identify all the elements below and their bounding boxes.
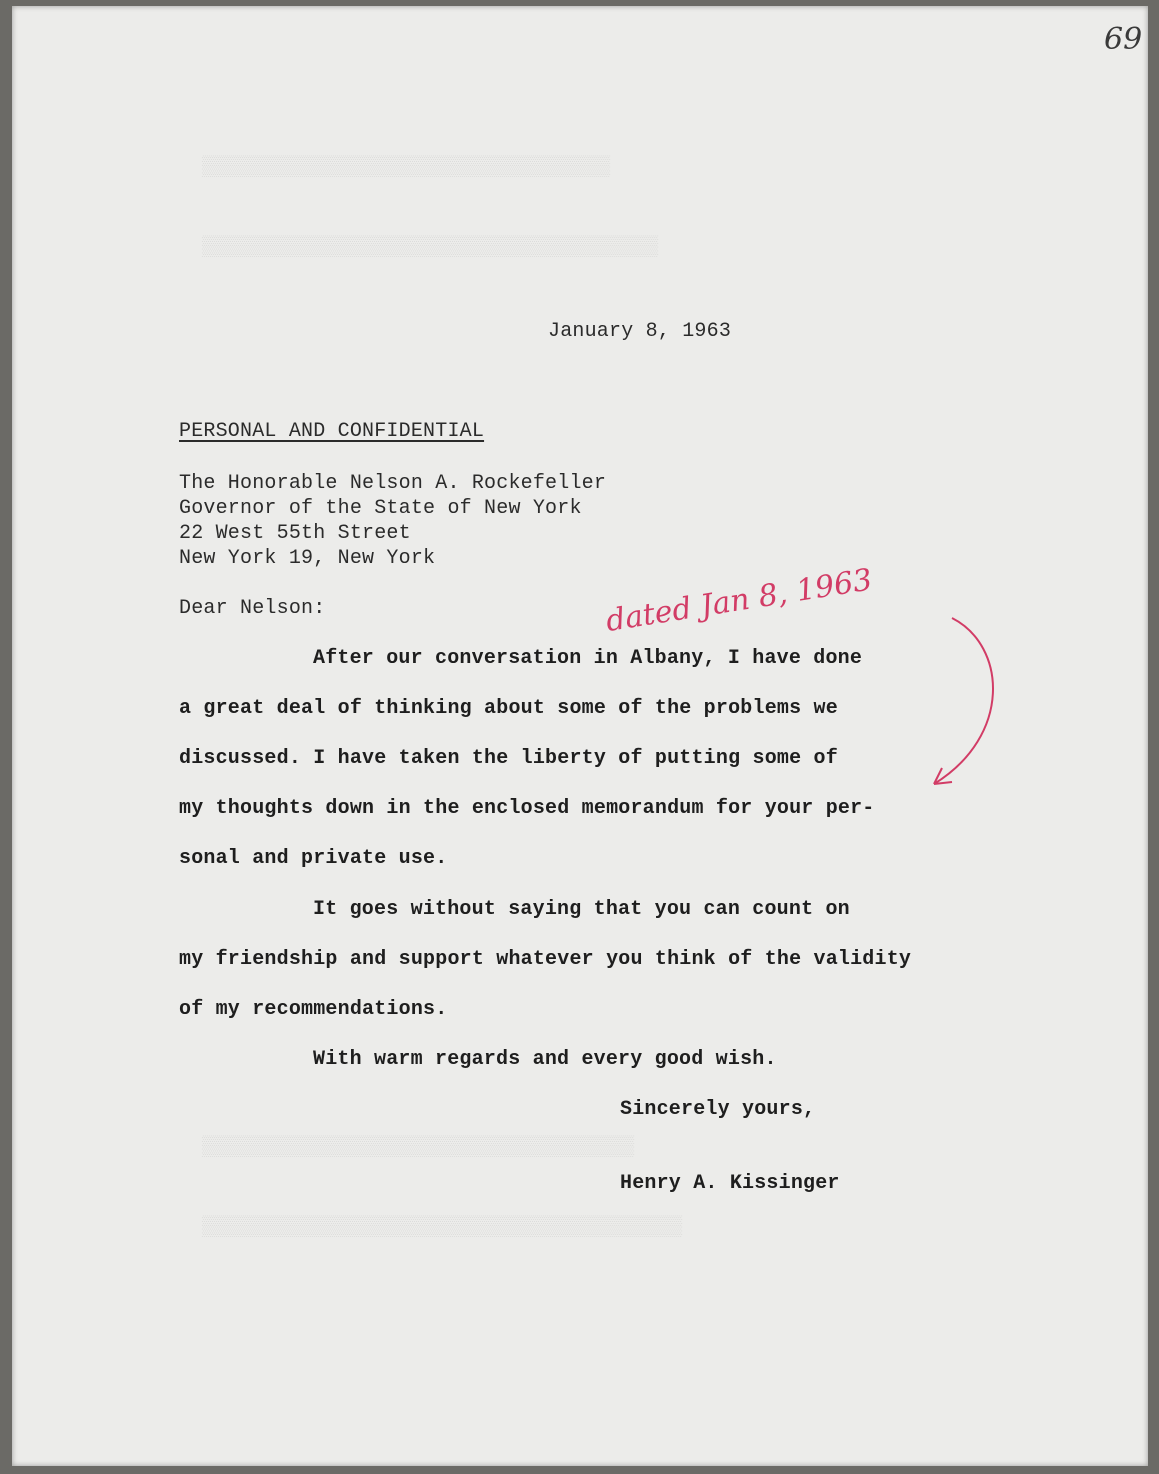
body-line: of my recommendations. bbox=[179, 998, 448, 1021]
body-line: a great deal of thinking about some of the problems we bbox=[179, 697, 838, 720]
bleed-through-texture: ▒▒▒▒▒▒▒▒▒▒▒▒▒▒▒▒▒▒▒▒▒▒▒▒▒▒▒▒▒▒▒▒▒▒▒▒▒▒▒▒ bbox=[202, 1216, 683, 1239]
bleed-through-texture: ▒▒▒▒▒▒▒▒▒▒▒▒▒▒▒▒▒▒▒▒▒▒▒▒▒▒▒▒▒▒▒▒▒▒ bbox=[202, 156, 611, 179]
address-line: 22 West 55th Street bbox=[179, 522, 411, 545]
body-line: sonal and private use. bbox=[179, 847, 448, 870]
salutation: Dear Nelson: bbox=[179, 597, 326, 620]
address-line: Governor of the State of New York bbox=[179, 497, 582, 520]
bleed-through-texture: ▒▒▒▒▒▒▒▒▒▒▒▒▒▒▒▒▒▒▒▒▒▒▒▒▒▒▒▒▒▒▒▒▒▒▒▒▒▒ bbox=[202, 236, 659, 259]
body-line: discussed. I have taken the liberty of putting some of bbox=[179, 747, 838, 770]
archive-page-number: 69 bbox=[1104, 22, 1143, 57]
body-line: my friendship and support whatever you think of the validity bbox=[179, 948, 912, 971]
signatory-name: Henry A. Kissinger bbox=[620, 1172, 840, 1195]
body-line: my thoughts down in the enclosed memorandum for your per- bbox=[179, 797, 875, 820]
address-line: The Honorable Nelson A. Rockefeller bbox=[179, 472, 607, 495]
address-line: New York 19, New York bbox=[179, 547, 436, 570]
letter-date: January 8, 1963 bbox=[548, 320, 732, 343]
body-line: It goes without saying that you can count on bbox=[313, 898, 850, 921]
classification-heading: PERSONAL AND CONFIDENTIAL bbox=[179, 420, 485, 443]
handwritten-arrow-icon bbox=[912, 606, 1022, 806]
letter-page bbox=[12, 6, 1148, 1466]
complimentary-close: Sincerely yours, bbox=[620, 1098, 816, 1121]
bleed-through-texture: ▒▒▒▒▒▒▒▒▒▒▒▒▒▒▒▒▒▒▒▒▒▒▒▒▒▒▒▒▒▒▒▒▒▒▒▒ bbox=[202, 1136, 635, 1159]
closing-wish: With warm regards and every good wish. bbox=[313, 1048, 777, 1071]
handwritten-date-note: dated Jan 8, 1963 bbox=[603, 562, 875, 639]
body-line: After our conversation in Albany, I have done bbox=[313, 647, 863, 670]
